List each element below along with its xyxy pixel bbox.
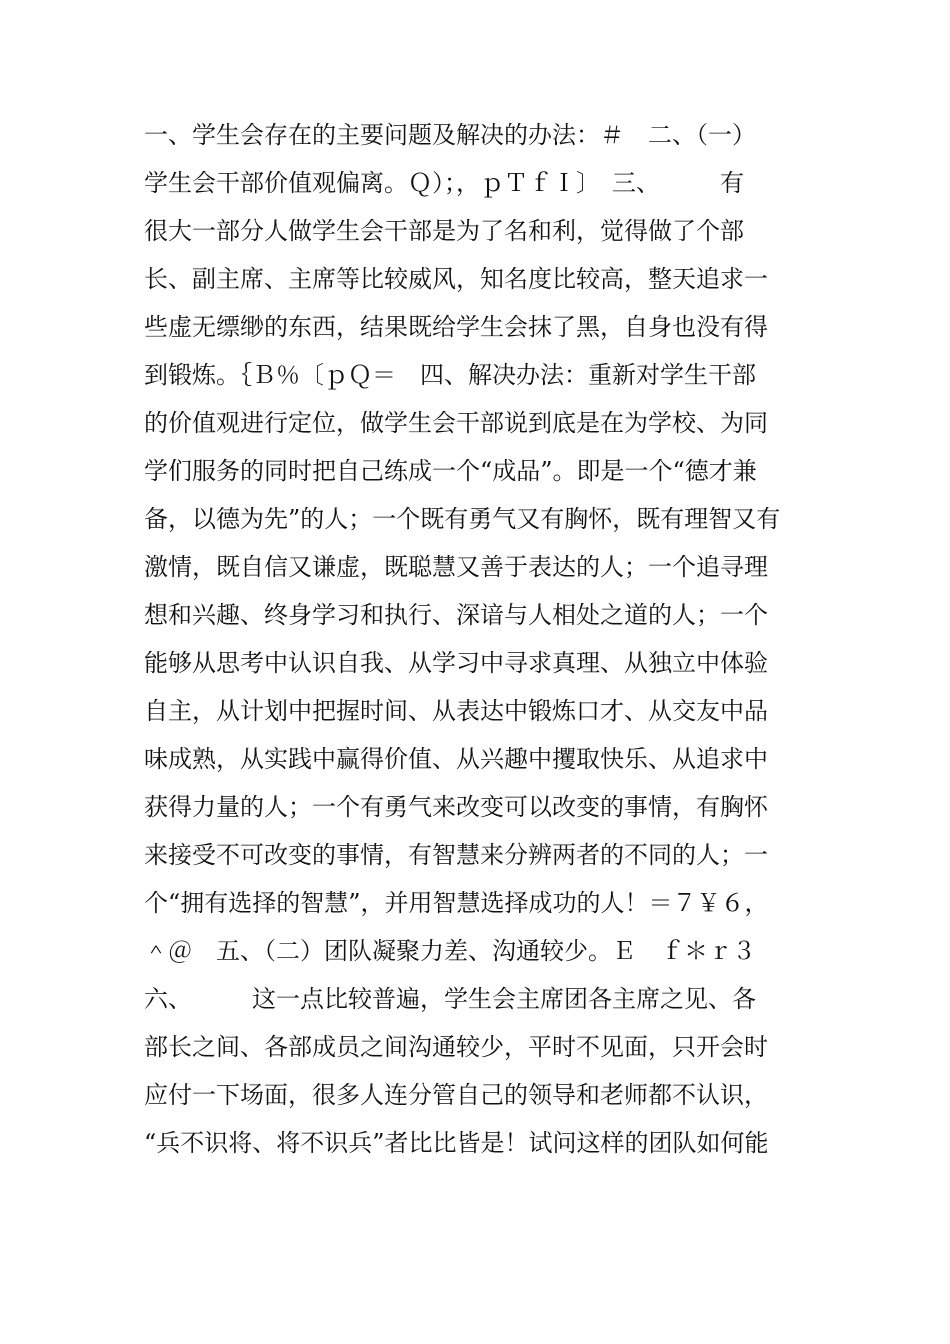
text-line: 能够从思考中认识自我、从学习中寻求真理、从独立中体验 bbox=[144, 649, 768, 677]
text-line: 学们服务的同时把自己练成一个“成品”。即是一个“德才兼 bbox=[144, 457, 757, 485]
text-line: 激情，既自信又谦虚，既聪慧又善于表达的人；一个追寻理 bbox=[144, 553, 768, 581]
text-line: “兵不识将、将不识兵”者比比皆是！试问这样的团队如何能 bbox=[144, 1129, 769, 1157]
text-line: 很大一部分人做学生会干部是为了名和利，觉得做了个部 bbox=[144, 217, 744, 245]
text-line: 到锻炼。｛Ｂ％〔ｐＱ＝ 四、解决办法：重新对学生干部 bbox=[144, 361, 756, 389]
text-line: 应付一下场面，很多人连分管自己的领导和老师都不认识， bbox=[144, 1081, 768, 1109]
text-line: 想和兴趣、终身学习和执行、深谙与人相处之道的人；一个 bbox=[144, 601, 768, 629]
text-line: 个“拥有选择的智慧”，并用智慧选择成功的人！＝７￥６， bbox=[144, 889, 769, 917]
text-line: ＾＠ 五、（二）团队凝聚力差、沟通较少。Ｅ ｆ＊ｒ３ bbox=[144, 937, 756, 965]
text-line: 部长之间、各部成员之间沟通较少，平时不见面，只开会时 bbox=[144, 1033, 768, 1061]
text-line: 自主，从计划中把握时间、从表达中锻炼口才、从交友中品 bbox=[144, 697, 768, 725]
text-line: 长、副主席、主席等比较威风，知名度比较高，整天追求一 bbox=[144, 265, 768, 293]
text-line: 的价值观进行定位，做学生会干部说到底是在为学校、为同 bbox=[144, 409, 768, 437]
text-line: 些虚无缥缈的东西，结果既给学生会抹了黑，自身也没有得 bbox=[144, 313, 768, 341]
text-line: 备，以德为先”的人；一个既有勇气又有胸怀，既有理智又有 bbox=[144, 505, 781, 533]
text-line: 获得力量的人；一个有勇气来改变可以改变的事情，有胸怀 bbox=[144, 793, 768, 821]
text-line: 六、 这一点比较普遍，学生会主席团各主席之见、各 bbox=[144, 985, 756, 1013]
text-line: 来接受不可改变的事情，有智慧来分辨两者的不同的人；一 bbox=[144, 841, 768, 869]
text-line: 味成熟，从实践中赢得价值、从兴趣中攫取快乐、从追求中 bbox=[144, 745, 768, 773]
text-line: 一、学生会存在的主要问题及解决的办法：＃ 二、（一） bbox=[144, 121, 756, 149]
text-line: 学生会干部价值观偏离。Ｑ）；，ｐＴｆＩ〕 三、 有 bbox=[144, 169, 744, 197]
